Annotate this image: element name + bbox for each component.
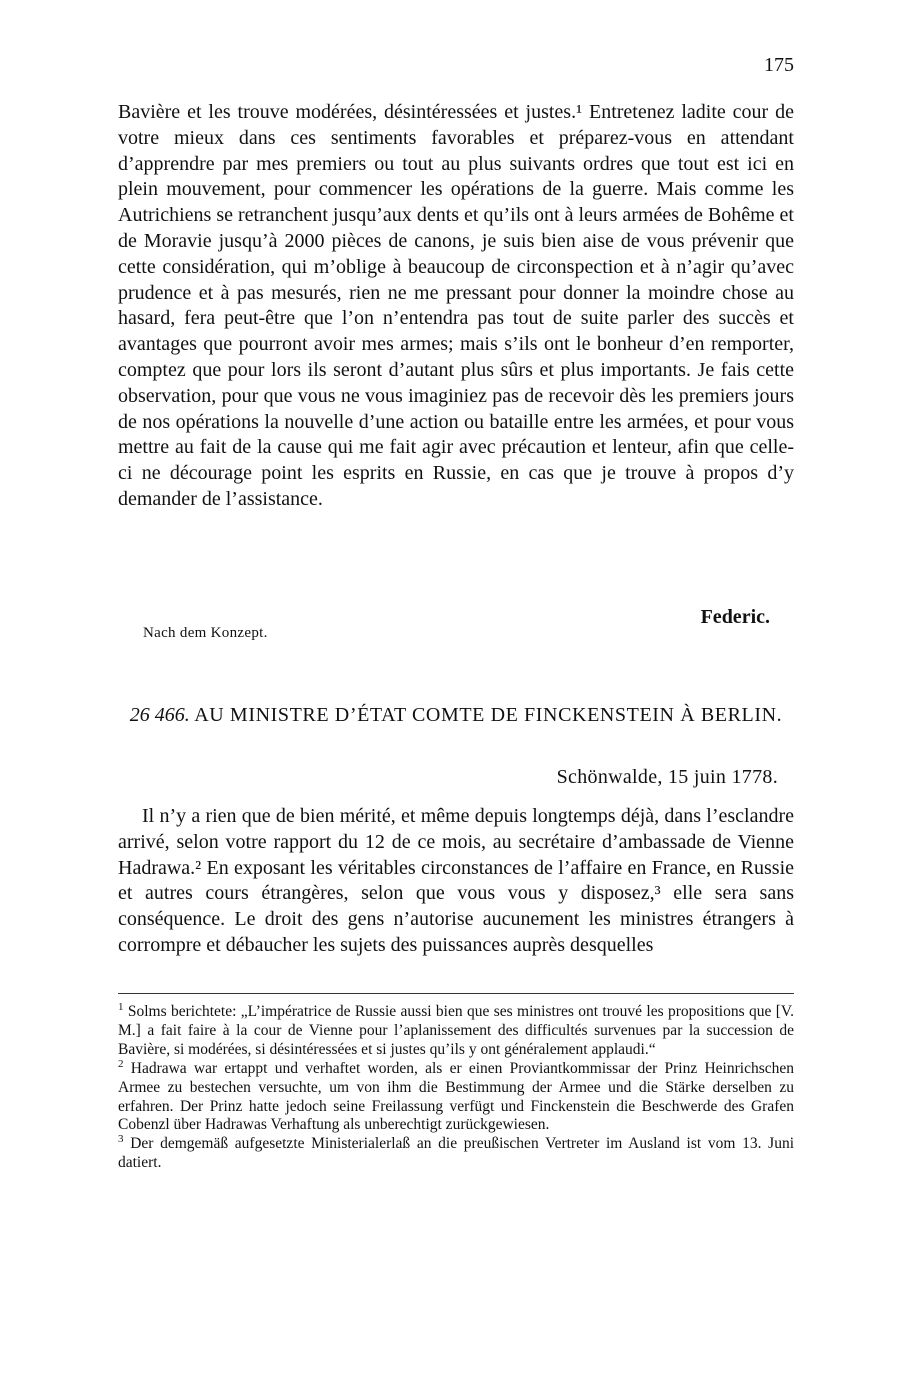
body-paragraph: Il n’y a rien que de bien mérité, et même depuis longtemps déjà, dans l’esclandre arrivé, selon votre rapport du 12 de ce mois, au secrétaire d’ambassade de Vienne Hadrawa.² En exposant les véritables circonstances de l’affaire en France, en Russie et autres cours étrangères, selon que vous vous y disposez,³ elle sera sans conséquence. Le droit des gens n’autorise aucunement les ministres étrangers à corrompre et débaucher les sujets des puissances auprès desquelles <box>118 805 794 956</box>
page-number: 175 <box>764 54 794 76</box>
footnote-divider <box>118 993 794 994</box>
letter-closing-text <box>118 100 794 513</box>
dateline: Schönwalde, 15 juin 1778. <box>556 766 778 788</box>
footnote-text: Der demgemäß aufgesetzte Ministerialerlaß an die preußischen Vertreter im Ausland ist vom 13. Juni datiert. <box>118 1135 795 1172</box>
footnote <box>118 1000 794 1060</box>
signature: Federic. <box>700 606 770 628</box>
letter-title: AU MINISTRE D’ÉTAT COMTE DE FINCKENSTEIN À BERLIN. <box>194 704 783 726</box>
footnote-text: Hadrawa war ertappt und verhaftet worden, als er einen Proviantkommissar der Prinz Heinrichschen Armee zu bestechen versuchte, um von ihm die Bestimmung der Armee und die Stärke derselben zu erfahren. Der Prinz hatte jedoch seine Freilassung verfügt und Finckenstein die Beschwerde des Grafen Cobenzl über Hadrawas Verhaftung als unberechtigt zurückgewiesen. <box>118 1059 794 1134</box>
letter-heading <box>118 702 794 729</box>
source-note: Nach dem Konzept. <box>143 625 268 641</box>
footnote-text: Solms berichtete: „L’impératrice de Russie aussi bien que ses ministres ont trouvé les propositions que [V. M.] a fait faire à la cour de Vienne pour l’aplanissement des difficultés survenues par la succession de Bavière, si modérées, si désintéressées et si justes qu’ils y ont généralement applaudi.“ <box>118 1003 794 1058</box>
footnote <box>118 1057 794 1136</box>
footnote-mark: 2 <box>118 1057 124 1070</box>
footnote-mark: 3 <box>118 1133 124 1146</box>
body-paragraph: Bavière et les trouve modérées, désintéressées et justes.¹ Entretenez ladite cour de votre mieux dans ces sentiments favorables et préparez-vous en attendant d’apprendre par mes premiers ou tout au plus suivants ordres que tout est ici en plein mouvement, pour commencer les opérations de la guerre. Mais comme les Autrichiens se retranchent jusqu’aux dents et qu’ils ont à leurs armées de Bohême et de Moravie jusqu’à 2000 pièces de canons, je suis bien aise de vous prévenir que cette considération, qui m’oblige à beaucoup de circonspection et à n’agir qu’avec prudence et à pas mesurés, rien ne me pressant pour donner la moindre chose au hasard, fera peut-être que l’on n’entendra pas tout de suite parler des succès et avantages que pourront avoir mes armes; mais s’ils ont le bonheur d’en remporter, comptez que pour lors ils seront d’autant plus sûrs et plus importants. Je fais cette observation, pour que vous ne vous imaginiez pas de recevoir dès les premiers jours de nos opérations la nouvelle d’une action ou bataille entre les armées, et pour vous mettre au fait de la cause qui me fait agir avec précaution et lenteur, afin que celle-ci ne décourage point les esprits en Russie, en cas que je trouve à propos d’y demander de l’assistance. <box>118 101 794 510</box>
letter-number: 26 466. <box>129 704 190 726</box>
footnotes <box>118 1000 795 1173</box>
letter-body <box>118 804 794 959</box>
footnote <box>118 1135 794 1173</box>
footnote-mark: 1 <box>118 1000 124 1013</box>
